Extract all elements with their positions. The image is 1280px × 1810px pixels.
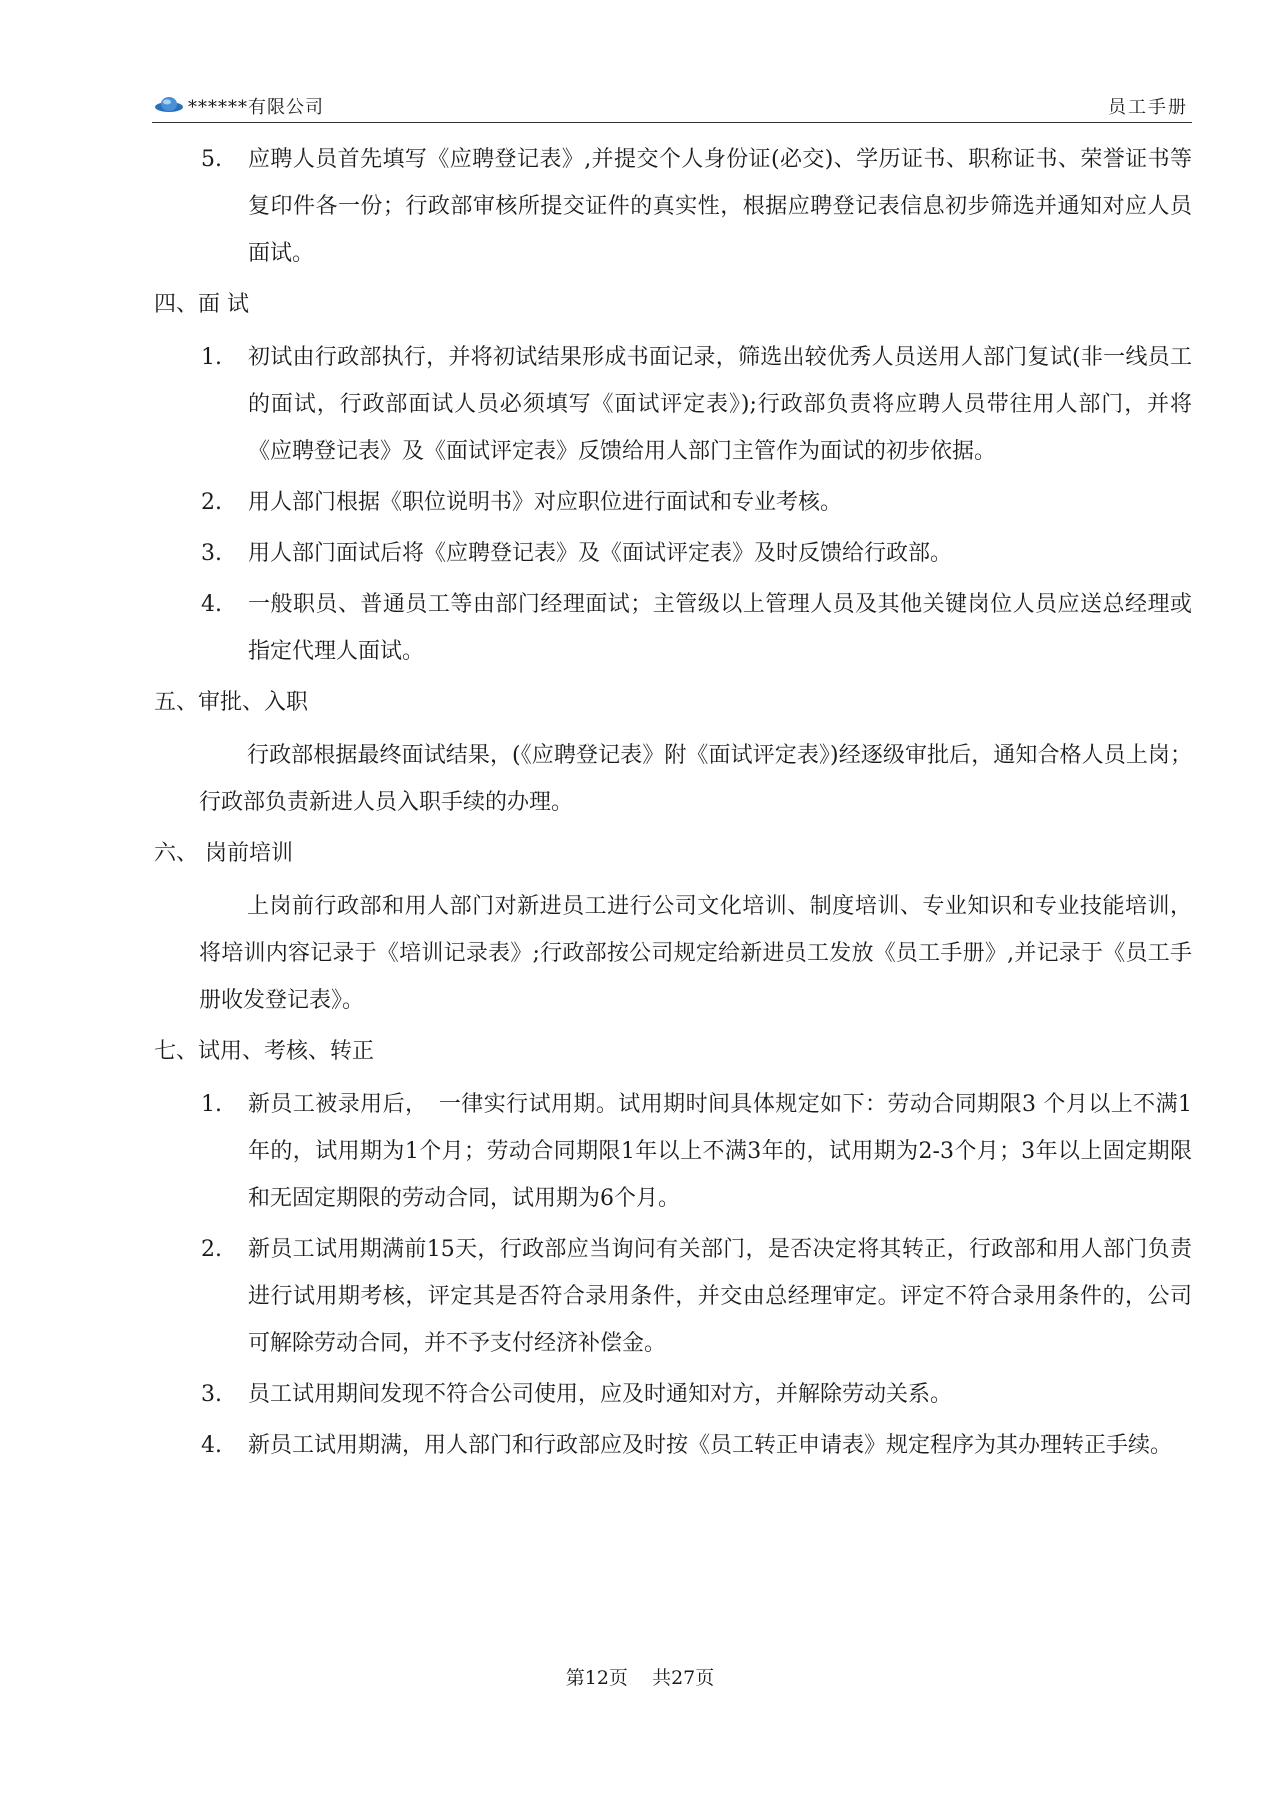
- item-number: 3.: [201, 541, 222, 566]
- item-text: 新员工被录用后， 一律实行试用期。试用期时间具体规定如下：劳动合同期限3 个月以上不满1年的，试用期为1个月；劳动合同期限1年以上不满3年的，试用期为2-3个月；3年以上固定期限和无固定期限的劳动合同，试用期为6个月。: [248, 1092, 1192, 1211]
- company-logo-icon: [154, 94, 184, 116]
- list-item: [152, 1226, 1192, 1367]
- item-text: 新员工试用期满，用人部门和行政部应及时按《员工转正申请表》规定程序为其办理转正手续。: [248, 1433, 1173, 1458]
- company-name: ******有限公司: [188, 97, 324, 118]
- list-item: [152, 136, 1192, 277]
- list-item: [152, 581, 1192, 675]
- section-heading-approval: 五、审批、入职: [154, 690, 309, 715]
- item-number: 2.: [201, 1237, 222, 1262]
- section-heading-probation: 七、试用、考核、转正: [154, 1039, 375, 1064]
- item-number: 4.: [201, 1433, 222, 1458]
- item-number: 4.: [201, 592, 222, 617]
- section-paragraph: 行政部根据最终面试结果，(《应聘登记表》附《面试评定表》)经逐级审批后，通知合格人员上岗；行政部负责新进人员入职手续的办理。: [199, 743, 1192, 815]
- item-number: 3.: [201, 1382, 222, 1407]
- item-number: 5.: [201, 147, 222, 172]
- item-text: 初试由行政部执行，并将初试结果形成书面记录，筛选出较优秀人员送用人部门复试(非一线员工的面试，行政部面试人员必须填写《面试评定表》);行政部负责将应聘人员带往用人部门，并将《应聘登记表》及《面试评定表》反馈给用人部门主管作为面试的初步依据。: [248, 345, 1192, 464]
- list-item: [152, 530, 1192, 577]
- item-text: 员工试用期间发现不符合公司使用，应及时通知对方，并解除劳动关系。: [248, 1382, 953, 1407]
- section-heading-training: 六、 岗前培训: [154, 841, 293, 866]
- list-item: [152, 1081, 1192, 1222]
- item-text: 新员工试用期满前15天，行政部应当询问有关部门，是否决定将其转正，行政部和用人部门负责进行试用期考核，评定其是否符合录用条件，并交由总经理审定。评定不符合录用条件的，公司可解除劳动合同，并不予支付经济补偿金。: [248, 1237, 1192, 1356]
- section-heading-interview: 四、面 试: [154, 292, 249, 317]
- item-number: 1.: [201, 345, 222, 370]
- list-item: [152, 479, 1192, 526]
- header-title: 员工手册: [1108, 97, 1188, 118]
- document-body: [152, 136, 1192, 1473]
- item-number: 1.: [201, 1092, 222, 1117]
- page-header: [152, 88, 1192, 123]
- list-item: [152, 334, 1192, 475]
- list-item: [152, 1422, 1192, 1469]
- list-item: [152, 1371, 1192, 1418]
- item-text: 用人部门根据《职位说明书》对应职位进行面试和专业考核。: [248, 490, 843, 515]
- item-text: 用人部门面试后将《应聘登记表》及《面试评定表》及时反馈给行政部。: [248, 541, 953, 566]
- item-text: 应聘人员首先填写《应聘登记表》,并提交个人身份证(必交)、学历证书、职称证书、荣誉证书等复印件各一份；行政部审核所提交证件的真实性，根据应聘登记表信息初步筛选并通知对应人员面试。: [248, 147, 1192, 266]
- item-number: 2.: [201, 490, 222, 515]
- section-paragraph: 上岗前行政部和用人部门对新进员工进行公司文化培训、制度培训、专业知识和专业技能培训，将培训内容记录于《培训记录表》;行政部按公司规定给新进员工发放《员工手册》,并记录于《员工手册收发登记表》。: [199, 894, 1192, 1013]
- page-footer: 第12页 共27页: [565, 1667, 715, 1689]
- item-text: 一般职员、普通员工等由部门经理面试；主管级以上管理人员及其他关键岗位人员应送总经理或指定代理人面试。: [248, 592, 1192, 664]
